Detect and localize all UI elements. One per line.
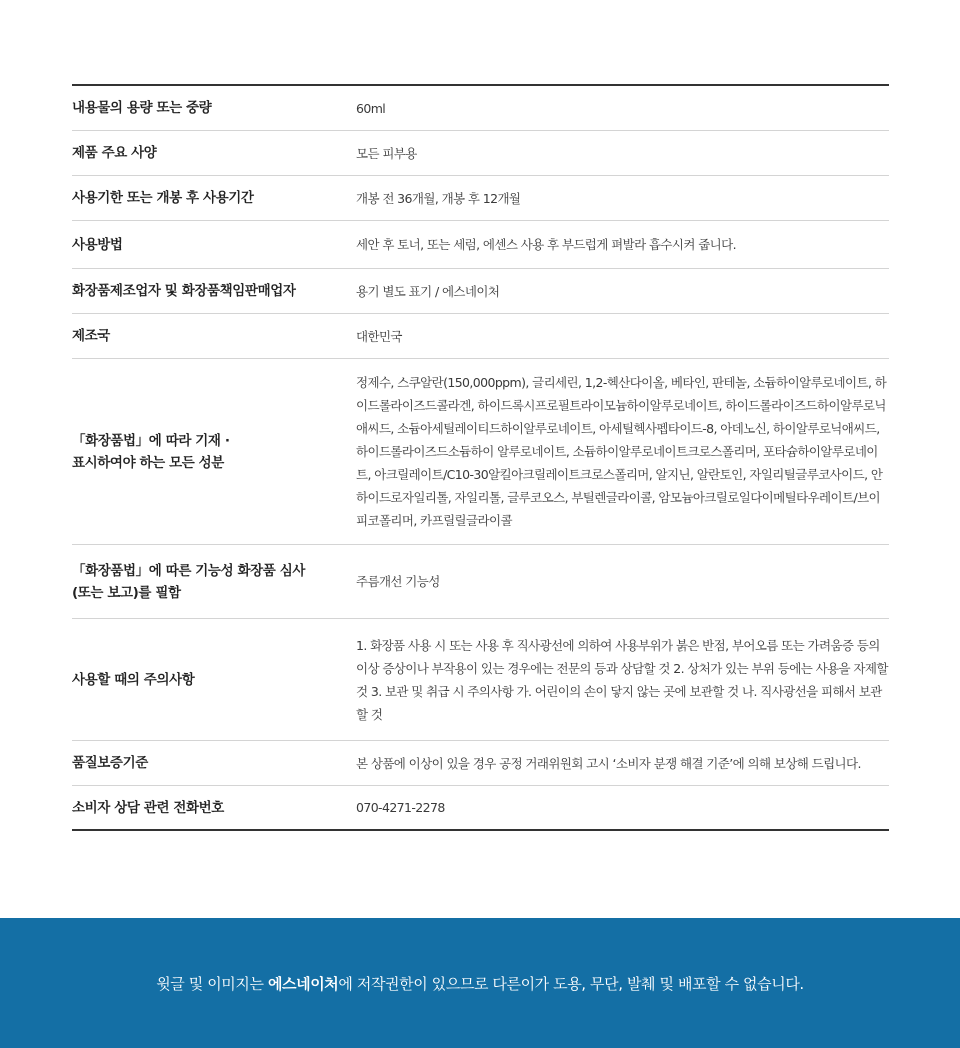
copyright-text-start: 윗글 및 이미지는	[156, 974, 268, 993]
row-value: 대한민국	[356, 328, 402, 344]
row-label: 사용할 때의 주의사항	[72, 671, 195, 688]
copyright-text-end: 에 저작권한이 있으므로 다른이가 도용, 무단, 발췌 및 배포할 수 없습니다.	[338, 974, 804, 993]
row-label: 「화장품법」에 따라 기재 · 표시하여야 하는 모든 성분	[72, 432, 230, 471]
row-label: 사용방법	[72, 236, 123, 253]
row-label: 소비자 상담 관련 전화번호	[72, 799, 224, 816]
copyright-footer	[0, 918, 960, 1048]
table-row	[72, 86, 889, 130]
table-row	[72, 740, 889, 785]
table-row	[72, 544, 889, 618]
row-value: 모든 피부용	[356, 145, 417, 161]
table-row	[72, 130, 889, 175]
row-label: 「화장품법」에 따른 기능성 화장품 심사 (또는 보고)를 필함	[72, 562, 306, 601]
row-label: 사용기한 또는 개봉 후 사용기간	[72, 190, 254, 206]
row-value: 본 상품에 이상이 있을 경우 공정 거래위원회 고시 ‘소비자 분쟁 해결 기준’에 의해 보상해 드립니다.	[356, 755, 861, 771]
table-row	[72, 313, 889, 358]
copyright-brand: 에스네이처	[267, 974, 339, 993]
table-row	[72, 785, 889, 829]
row-label: 제품 주요 사양	[72, 145, 157, 161]
row-value: 주름개선 기능성	[356, 574, 440, 589]
row-value: 용기 별도 표기 / 에스네이처	[356, 283, 500, 299]
product-info-table	[72, 84, 889, 831]
row-value: 070-4271-2278	[356, 800, 445, 815]
row-value: 정제수, 스쿠알란(150,000ppm), 글리세린, 1,2-헥산다이올, 베타인, 판테놀, 소듐하이알루로네이트, 하이드롤라이즈드콜라겐, 하이드록시프로필트라이모늄하이알루로네이트, 하이드롤라이즈드하이알루로닉애씨드, 소듐아세틸레이티드하이알루로네이트, 아세틸헥사펩타이드-8, 아데노신, 하이알루로닉애씨드, 하이드롤라이즈드소듐하이 알루로네이트, 소듐하이알루로네이트크로스폴리머, 포타슘하이알루로네이트, 아크릴레이트/C10-30알킬아크릴레이트크로스폴리머, 알지닌, 알란토인, 자일리틸글루코사이드, 안하이드로자일리톨, 자일리톨, 글루코오스, 부틸렌글라이콜, 암모늄아크릴로일다이메틸타우레이트/브이피코폴리머, 카프릴릴글라이콜	[356, 375, 887, 528]
row-value: 1. 화장품 사용 시 또는 사용 후 직사광선에 의하여 사용부위가 붉은 반점, 부어오름 또는 가려움증 등의 이상 증상이나 부작용이 있는 경우에는 전문의 등과 상담할 것 2. 상처가 있는 부위 등에는 사용을 자제할 것 3. 보관 및 취급 시 주의사항 가. 어린이의 손이 닿지 않는 곳에 보관할 것 나. 직사광선을 피해서 보관할 것	[356, 637, 888, 722]
table-row	[72, 175, 889, 220]
table-row	[72, 358, 889, 544]
row-value: 60ml	[356, 100, 386, 116]
row-label: 품질보증기준	[72, 755, 148, 771]
row-value: 개봉 전 36개월, 개봉 후 12개월	[356, 190, 521, 206]
table-row	[72, 220, 889, 268]
table-row	[72, 268, 889, 313]
row-label: 제조국	[72, 328, 110, 344]
row-value: 세안 후 토너, 또는 세럼, 에센스 사용 후 부드럽게 펴발라 흡수시켜 줍니다.	[356, 237, 737, 252]
row-label: 화장품제조업자 및 화장품책임판매업자	[72, 283, 296, 299]
copyright-notice	[156, 973, 804, 994]
row-label: 내용물의 용량 또는 중량	[72, 100, 212, 116]
table-row	[72, 618, 889, 740]
